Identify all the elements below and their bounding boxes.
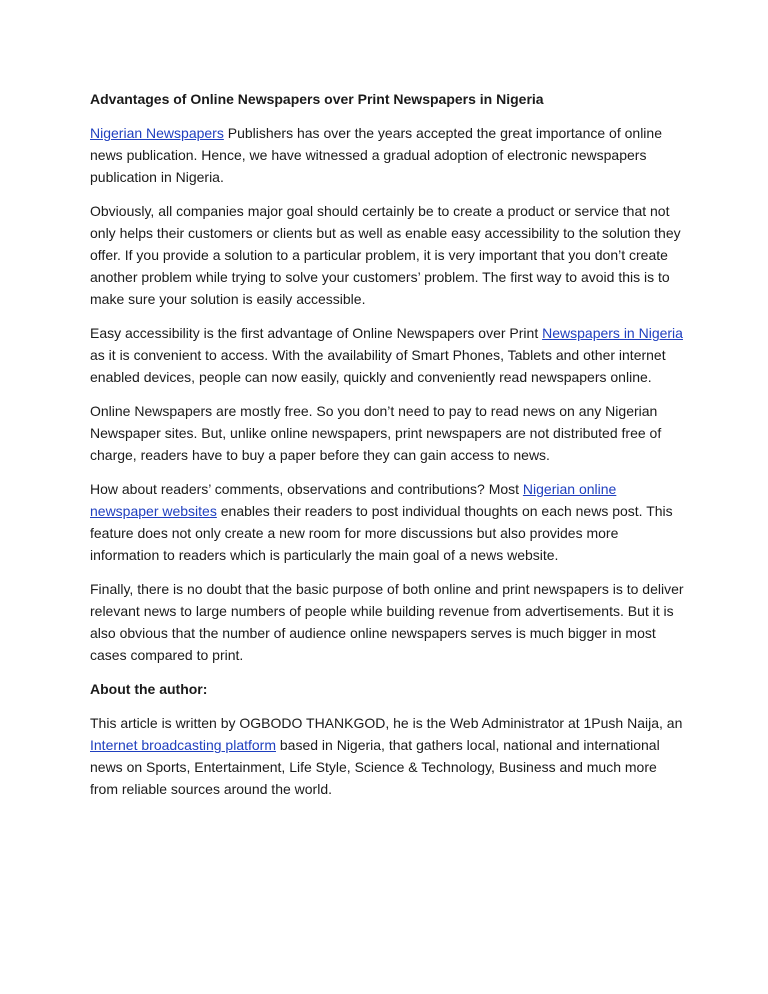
paragraph-intro-text: Publishers has over the years accepted the great importance of online news publication. Hence, we have witnessed a gradual adoption of electronic newspapers publication in Nigeria. — [90, 125, 662, 185]
link-internet-broadcasting-platform[interactable]: Internet broadcasting platform — [90, 737, 276, 753]
document-page — [90, 88, 686, 812]
article-title: Advantages of Online Newspapers over Print Newspapers in Nigeria — [90, 91, 544, 107]
paragraph-accessibility-goal: Obviously, all companies major goal should certainly be to create a product or service that not only helps their customers or clients but as well as enable easy accessibility to the solution they offer. If you provide a solution to a particular problem, it is very important that you don’t create another problem while trying to solve your customers’ problem. The first way to avoid this is to make sure your solution is easily accessible. — [90, 203, 681, 307]
paragraph-conclusion: Finally, there is no doubt that the basic purpose of both online and print newspapers is to deliver relevant news to large numbers of people while building revenue from advertisements. But it is also obvious that the number of audience online newspapers serves is much bigger in most cases compared to print. — [90, 581, 684, 663]
paragraph-easy-accessibility-text-after: as it is convenient to access. With the availability of Smart Phones, Tablets and other internet enabled devices, people can now easily, quickly and conveniently read newspapers online. — [90, 347, 666, 385]
paragraph-easy-accessibility-text-before: Easy accessibility is the first advantage of Online Newspapers over Print — [90, 325, 543, 341]
paragraph-author-text-after: based in Nigeria, that gathers local, national and international news on Sports, Entertainment, Life Style, Science & Technology, Business and much more from reliable sources around the world. — [90, 737, 660, 797]
paragraph-author-text-before: This article is written by OGBODO THANKGOD, he is the Web Administrator at 1Push Naija, an — [90, 715, 683, 731]
paragraph-author — [90, 712, 686, 800]
paragraph-comments-text-after: enables their readers to post individual thoughts on each news post. This feature does not only create a new room for more discussions but also provides more information to readers which is particularly the main goal of a news website. — [90, 503, 673, 563]
link-nigerian-newspapers[interactable]: Nigerian Newspapers — [90, 125, 224, 141]
paragraph-intro — [90, 122, 686, 188]
paragraph-easy-accessibility — [90, 322, 686, 388]
link-nigerian-online-newspaper-websites[interactable]: Nigerian online newspaper websites — [90, 481, 617, 519]
paragraph-comments — [90, 478, 686, 566]
paragraph-free: Online Newspapers are mostly free. So you don’t need to pay to read news on any Nigerian Newspaper sites. But, unlike online newspapers, print newspapers are not distributed free of charge, readers have to buy a paper before they can gain access to news. — [90, 403, 662, 463]
link-newspapers-in-nigeria[interactable]: Newspapers in Nigeria — [542, 325, 683, 341]
author-heading: About the author: — [90, 681, 208, 697]
paragraph-comments-text-before: How about readers’ comments, observations and contributions? Most — [90, 481, 523, 497]
